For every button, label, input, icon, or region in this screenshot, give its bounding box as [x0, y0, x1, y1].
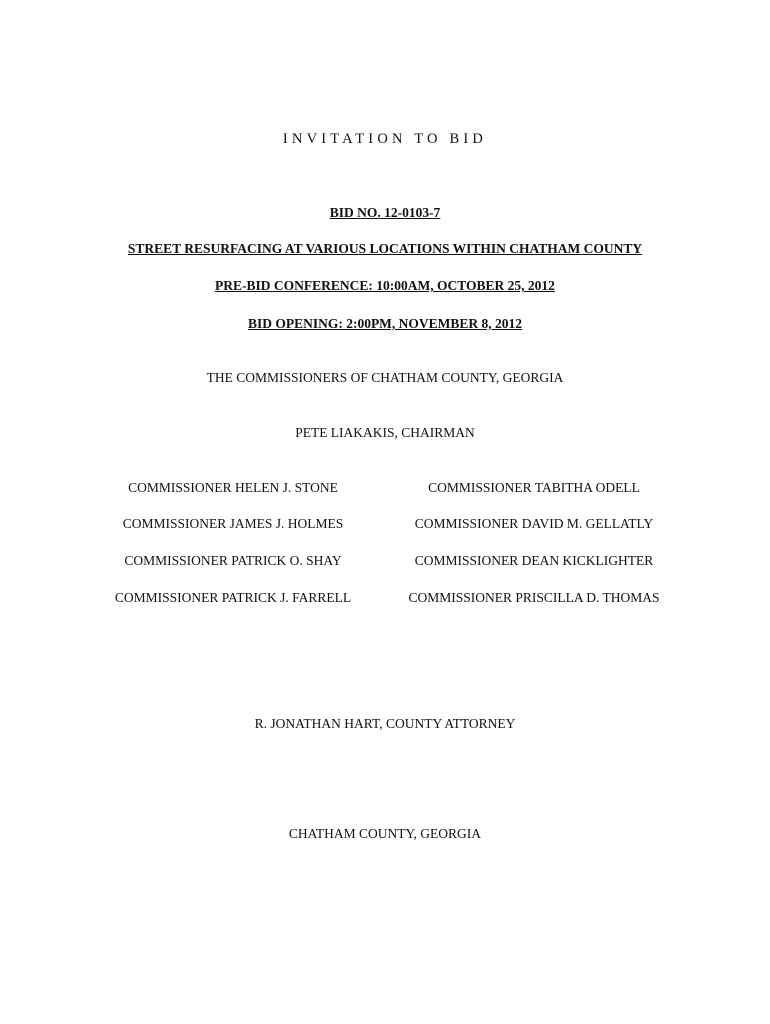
project-title: STREET RESURFACING AT VARIOUS LOCATIONS WITHIN CHATHAM COUNTY — [127, 241, 643, 256]
county-attorney: R. JONATHAN HART, COUNTY ATTORNEY — [254, 716, 516, 731]
county-name: CHATHAM COUNTY, GEORGIA — [288, 826, 482, 841]
commissioner-right: COMMISSIONER DEAN KICKLIGHTER — [414, 553, 654, 568]
board-heading: THE COMMISSIONERS OF CHATHAM COUNTY, GEORGIA — [206, 370, 564, 385]
commissioner-left: COMMISSIONER HELEN J. STONE — [128, 480, 338, 495]
commissioner-left: COMMISSIONER JAMES J. HOLMES — [122, 516, 344, 531]
document-title: INVITATION TO BID — [282, 131, 488, 147]
bid-number: BID NO. 12-0103-7 — [329, 205, 441, 220]
commissioner-right: COMMISSIONER PRISCILLA D. THOMAS — [408, 590, 660, 605]
commissioner-right: COMMISSIONER DAVID M. GELLATLY — [414, 516, 654, 531]
bid-opening: BID OPENING: 2:00PM, NOVEMBER 8, 2012 — [247, 316, 523, 331]
commissioner-right: COMMISSIONER TABITHA ODELL — [428, 480, 640, 495]
pre-bid-conference: PRE-BID CONFERENCE: 10:00AM, OCTOBER 25, 2012 — [215, 278, 555, 293]
chairman: PETE LIAKAKIS, CHAIRMAN — [295, 425, 475, 440]
commissioner-left: COMMISSIONER PATRICK J. FARRELL — [114, 590, 352, 605]
commissioner-left: COMMISSIONER PATRICK O. SHAY — [124, 553, 342, 568]
